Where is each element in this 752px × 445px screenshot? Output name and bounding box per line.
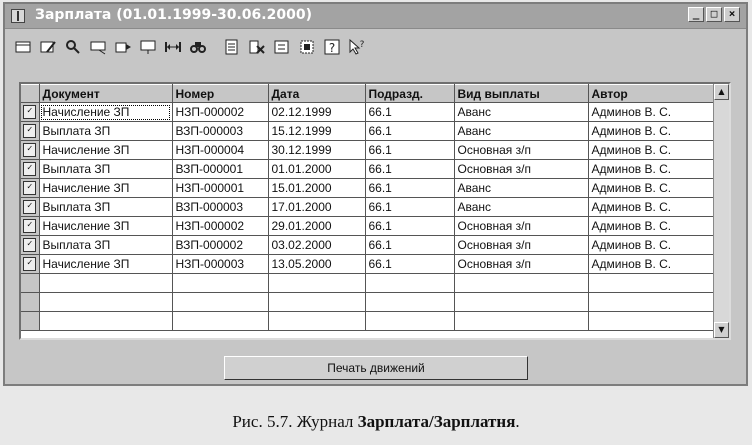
- posted-document-icon: ✓: [23, 219, 36, 233]
- table-row[interactable]: [21, 122, 715, 141]
- print-movements-button[interactable]: Печать движений: [224, 356, 528, 380]
- posted-document-icon: ✓: [23, 162, 36, 176]
- cell-document[interactable]: Начисление ЗП: [39, 141, 172, 160]
- cell-date[interactable]: 02.12.1999: [268, 103, 365, 122]
- posted-document-icon: ✓: [23, 143, 36, 157]
- row-document-icon-cell: [21, 236, 39, 255]
- empty-table-row: [21, 293, 715, 312]
- row-document-icon-cell: [21, 198, 39, 217]
- empty-cell: [454, 312, 588, 331]
- cell-payment-type[interactable]: Основная з/п: [454, 141, 588, 160]
- empty-cell: [39, 312, 172, 331]
- maximize-button[interactable]: □: [706, 7, 722, 22]
- cell-subdivision[interactable]: 66.1: [365, 141, 454, 160]
- cell-date[interactable]: 15.01.2000: [268, 179, 365, 198]
- empty-cell: [268, 312, 365, 331]
- cell-subdivision[interactable]: 66.1: [365, 160, 454, 179]
- cell-number[interactable]: ВЗП-000003: [172, 122, 268, 141]
- cell-payment-type[interactable]: Аванс: [454, 179, 588, 198]
- journal-window: [3, 2, 748, 386]
- cell-document[interactable]: Выплата ЗП: [39, 122, 172, 141]
- row-document-icon-cell: [21, 141, 39, 160]
- cell-subdivision[interactable]: 66.1: [365, 255, 454, 274]
- empty-cell: [454, 274, 588, 293]
- empty-cell: [172, 312, 268, 331]
- empty-cell: [365, 274, 454, 293]
- column-header-subdivision[interactable]: Подразд.: [365, 85, 454, 103]
- cell-author[interactable]: Админов В. С.: [588, 141, 715, 160]
- cell-document[interactable]: Начисление ЗП: [39, 217, 172, 236]
- cell-subdivision[interactable]: 66.1: [365, 198, 454, 217]
- mark-icon[interactable]: [88, 37, 108, 57]
- caption-prefix: Рис. 5.7. Журнал: [232, 412, 358, 431]
- title-bar[interactable]: [5, 4, 746, 29]
- search-icon[interactable]: [188, 37, 208, 57]
- cell-payment-type[interactable]: Основная з/п: [454, 255, 588, 274]
- scroll-up-icon[interactable]: ▲: [714, 84, 729, 100]
- header-icon-cell: [21, 85, 39, 103]
- posted-document-icon: ✓: [23, 257, 36, 271]
- row-document-icon-cell: [21, 103, 39, 122]
- cell-subdivision[interactable]: 66.1: [365, 236, 454, 255]
- cell-payment-type[interactable]: Основная з/п: [454, 236, 588, 255]
- cell-author[interactable]: Админов В. С.: [588, 160, 715, 179]
- cell-date[interactable]: 15.12.1999: [268, 122, 365, 141]
- empty-cell: [588, 312, 715, 331]
- posted-document-icon: ✓: [23, 105, 36, 119]
- cell-author[interactable]: Админов В. С.: [588, 255, 715, 274]
- minimize-button[interactable]: _: [688, 7, 704, 22]
- toolbar: [13, 37, 367, 59]
- column-header-author[interactable]: Автор: [588, 85, 715, 103]
- help-icon[interactable]: [322, 37, 342, 57]
- cell-subdivision[interactable]: 66.1: [365, 103, 454, 122]
- empty-icon-cell: [21, 274, 39, 293]
- journal-table: [21, 84, 716, 331]
- empty-cell: [365, 293, 454, 312]
- table-row[interactable]: [21, 255, 715, 274]
- document-icon[interactable]: [222, 37, 242, 57]
- caption-journal-name: Зарплата/Зарплатня: [357, 412, 516, 431]
- empty-cell: [39, 293, 172, 312]
- table-row[interactable]: [21, 217, 715, 236]
- column-header-document[interactable]: Документ: [39, 85, 172, 103]
- row-document-icon-cell: [21, 217, 39, 236]
- caption-suffix: .: [515, 412, 520, 431]
- cell-subdivision[interactable]: 66.1: [365, 217, 454, 236]
- row-document-icon-cell: [21, 160, 39, 179]
- view-icon[interactable]: [138, 37, 158, 57]
- cell-number[interactable]: НЗП-000004: [172, 141, 268, 160]
- cell-number[interactable]: НЗП-000002: [172, 217, 268, 236]
- cell-date[interactable]: 30.12.1999: [268, 141, 365, 160]
- cell-number[interactable]: НЗП-000001: [172, 179, 268, 198]
- table-row[interactable]: [21, 103, 715, 122]
- posted-document-icon: ✓: [23, 200, 36, 214]
- posted-document-icon: ✓: [23, 238, 36, 252]
- cell-payment-type[interactable]: Аванс: [454, 198, 588, 217]
- cell-number[interactable]: НЗП-000003: [172, 255, 268, 274]
- table-row[interactable]: [21, 160, 715, 179]
- journal-grid[interactable]: [19, 82, 731, 340]
- cell-author[interactable]: Админов В. С.: [588, 198, 715, 217]
- cell-date[interactable]: 17.01.2000: [268, 198, 365, 217]
- cell-number[interactable]: ВЗП-000003: [172, 198, 268, 217]
- empty-cell: [454, 293, 588, 312]
- cell-date[interactable]: 13.05.2000: [268, 255, 365, 274]
- posted-document-icon: ✓: [23, 124, 36, 138]
- cell-author[interactable]: Админов В. С.: [588, 122, 715, 141]
- svg-text:?: ?: [328, 41, 336, 55]
- table-row[interactable]: [21, 179, 715, 198]
- context-help-icon[interactable]: [347, 37, 367, 57]
- cell-document[interactable]: Выплата ЗП: [39, 198, 172, 217]
- row-document-icon-cell: [21, 255, 39, 274]
- empty-cell: [268, 293, 365, 312]
- cell-author[interactable]: Админов В. С.: [588, 236, 715, 255]
- posted-document-icon: ✓: [23, 181, 36, 195]
- empty-cell: [268, 274, 365, 293]
- cell-author[interactable]: Админов В. С.: [588, 103, 715, 122]
- table-row[interactable]: [21, 141, 715, 160]
- empty-cell: [172, 293, 268, 312]
- row-document-icon-cell: [21, 179, 39, 198]
- window-title: Зарплата (01.01.1999-30.06.2000): [35, 7, 312, 23]
- table-header: [21, 85, 715, 103]
- cell-document[interactable]: Начисление ЗП: [39, 255, 172, 274]
- interval-icon[interactable]: [163, 37, 183, 57]
- cell-payment-type[interactable]: Основная з/п: [454, 160, 588, 179]
- column-header-date[interactable]: Дата: [268, 85, 365, 103]
- empty-cell: [588, 274, 715, 293]
- empty-table-row: [21, 274, 715, 293]
- cell-number[interactable]: ВЗП-000002: [172, 236, 268, 255]
- settings-icon[interactable]: [297, 37, 317, 57]
- table-row[interactable]: [21, 236, 715, 255]
- cell-payment-type[interactable]: Основная з/п: [454, 217, 588, 236]
- figure-caption: [0, 412, 752, 432]
- cell-document[interactable]: Начисление ЗП: [39, 103, 172, 122]
- cell-document[interactable]: Начисление ЗП: [39, 179, 172, 198]
- find-icon[interactable]: [63, 37, 83, 57]
- row-document-icon-cell: [21, 122, 39, 141]
- app-icon: [11, 9, 25, 23]
- cell-payment-type[interactable]: Аванс: [454, 103, 588, 122]
- cell-document[interactable]: Выплата ЗП: [39, 236, 172, 255]
- cell-number[interactable]: ВЗП-000001: [172, 160, 268, 179]
- table-row[interactable]: [21, 198, 715, 217]
- edit-icon[interactable]: [38, 37, 58, 57]
- cell-document[interactable]: Выплата ЗП: [39, 160, 172, 179]
- empty-cell: [588, 293, 715, 312]
- empty-cell: [365, 312, 454, 331]
- cell-date[interactable]: 01.01.2000: [268, 160, 365, 179]
- delete-icon[interactable]: [247, 37, 267, 57]
- cell-date[interactable]: 29.01.2000: [268, 217, 365, 236]
- empty-table-row: [21, 312, 715, 331]
- cell-date[interactable]: 03.02.2000: [268, 236, 365, 255]
- cell-subdivision[interactable]: 66.1: [365, 179, 454, 198]
- close-button[interactable]: ×: [724, 7, 740, 22]
- scroll-down-icon[interactable]: ▼: [714, 322, 729, 338]
- cell-subdivision[interactable]: 66.1: [365, 122, 454, 141]
- svg-text:?: ?: [359, 40, 365, 50]
- cell-author[interactable]: Админов В. С.: [588, 179, 715, 198]
- cell-payment-type[interactable]: Аванс: [454, 122, 588, 141]
- empty-icon-cell: [21, 293, 39, 312]
- move-icon[interactable]: [272, 37, 292, 57]
- column-header-number[interactable]: Номер: [172, 85, 268, 103]
- copy-icon[interactable]: [113, 37, 133, 57]
- new-icon[interactable]: [13, 37, 33, 57]
- empty-cell: [172, 274, 268, 293]
- empty-cell: [39, 274, 172, 293]
- cell-author[interactable]: Админов В. С.: [588, 217, 715, 236]
- empty-icon-cell: [21, 312, 39, 331]
- column-header-payment-type[interactable]: Вид выплаты: [454, 85, 588, 103]
- vertical-scrollbar[interactable]: [713, 84, 729, 338]
- cell-number[interactable]: НЗП-000002: [172, 103, 268, 122]
